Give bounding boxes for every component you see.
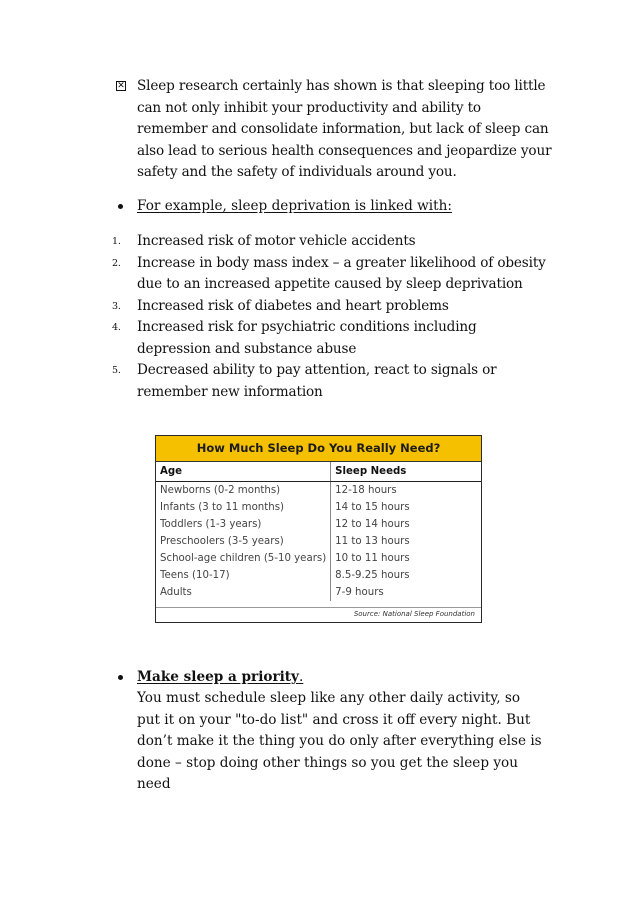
age-cell: Preschoolers (3-5 years) bbox=[156, 533, 331, 550]
sleep-needs-cell: 8.5-9.25 hours bbox=[335, 570, 410, 581]
age-cell: Newborns (0-2 months) bbox=[156, 482, 331, 500]
source-divider bbox=[156, 607, 481, 608]
table-row bbox=[156, 533, 481, 550]
table-row bbox=[156, 482, 481, 500]
list-item bbox=[112, 231, 552, 253]
sleep-needs-cell: 12 to 14 hours bbox=[335, 519, 410, 530]
list-item-text: Decreased ability to pay attention, react to signals or remember new information bbox=[137, 362, 497, 400]
list-number: 5. bbox=[112, 365, 121, 376]
list-item-text: Increase in body mass index – a greater likelihood of obesity due to an increased appetite caused by sleep deprivation bbox=[137, 254, 546, 292]
sleep-needs-table-image bbox=[155, 435, 482, 623]
priority-heading-text: Make sleep a priority bbox=[137, 669, 299, 685]
age-cell: School-age children (5-10 years) bbox=[156, 550, 331, 567]
sleep-needs-cell: 7-9 hours bbox=[335, 587, 384, 598]
list-item bbox=[112, 253, 552, 296]
priority-heading-period: . bbox=[298, 669, 304, 685]
table-header-row bbox=[156, 462, 481, 482]
list-number: 2. bbox=[112, 257, 121, 269]
list-item bbox=[112, 360, 552, 403]
table-row bbox=[156, 550, 481, 567]
sleep-needs-cell: 12-18 hours bbox=[335, 485, 397, 496]
table-row bbox=[156, 584, 481, 601]
table-row bbox=[156, 567, 481, 584]
sleep-needs-cell: 10 to 11 hours bbox=[335, 553, 410, 564]
priority-body: You must schedule sleep like any other daily activity, so put it on your "to-do list" and cross it off every night. But don’t make it the thing you do only after everything else is done – stop doing other things so you get the sleep you need bbox=[137, 690, 542, 792]
list-item-text: Increased risk of motor vehicle accidents bbox=[137, 233, 416, 249]
list-number: 4. bbox=[112, 322, 121, 333]
list-number: 3. bbox=[112, 300, 121, 312]
table-title: How Much Sleep Do You Really Need? bbox=[156, 436, 481, 462]
priority-heading bbox=[137, 669, 303, 685]
example-bullet-label: For example, sleep deprivation is linked with: bbox=[137, 198, 452, 214]
example-bullet bbox=[116, 196, 452, 218]
age-cell: Toddlers (1-3 years) bbox=[156, 516, 331, 533]
effects-list bbox=[112, 231, 552, 403]
list-item bbox=[112, 317, 552, 360]
age-cell: Teens (10-17) bbox=[156, 567, 331, 584]
sleep-needs-cell: 11 to 13 hours bbox=[335, 536, 410, 547]
age-cell: Infants (3 to 11 months) bbox=[156, 499, 331, 516]
sleep-needs-table bbox=[156, 462, 481, 601]
list-item bbox=[112, 296, 552, 318]
bullet-icon bbox=[118, 204, 123, 209]
priority-bullet bbox=[116, 667, 556, 689]
list-item-text: Increased risk of diabetes and heart problems bbox=[137, 297, 449, 314]
list-item-text: Increased risk for psychiatric conditions including depression and substance abuse bbox=[137, 319, 477, 357]
intro-text: Sleep research certainly has shown is that sleeping too little can not only inhibit your productivity and ability to remember and consolidate information, but lack of sleep can also lead to serious health consequences and jeopardize your safety and the safety of individuals around you. bbox=[137, 78, 552, 180]
age-cell: Adults bbox=[156, 584, 331, 601]
intro-paragraph bbox=[116, 76, 552, 184]
table-row bbox=[156, 499, 481, 516]
bullet-icon bbox=[118, 675, 123, 680]
column-header-sleep-needs: Sleep Needs bbox=[331, 462, 481, 482]
table-source: Source: National Sleep Foundation bbox=[353, 610, 475, 618]
sleep-needs-cell: 14 to 15 hours bbox=[335, 502, 410, 513]
table-row bbox=[156, 516, 481, 533]
checkbox-x-icon: ✕ bbox=[117, 81, 125, 91]
list-number: 1. bbox=[112, 236, 121, 247]
column-header-age: Age bbox=[156, 462, 331, 482]
